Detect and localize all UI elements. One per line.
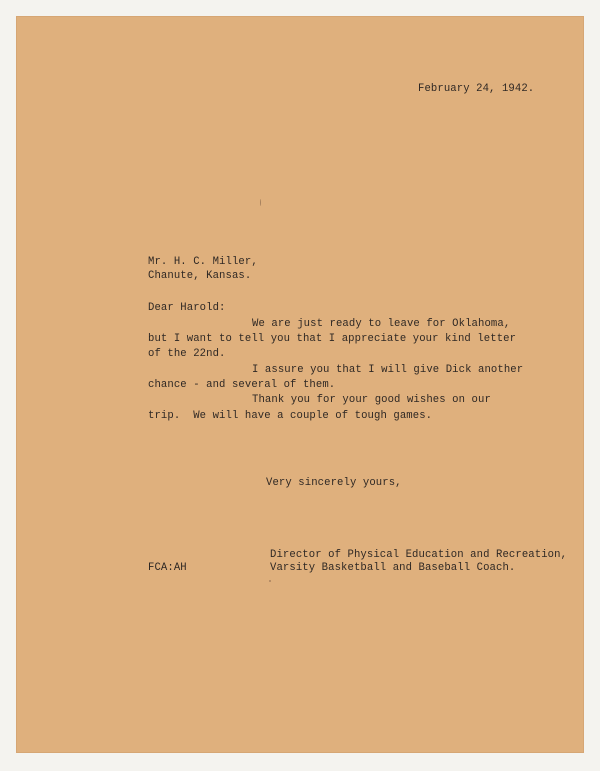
paragraph-1-line-1: We are just ready to leave for Oklahoma, xyxy=(252,318,511,330)
paragraph-3-line-2: trip. We will have a couple of tough games. xyxy=(148,410,433,422)
letter-date: February 24, 1942. xyxy=(418,83,535,95)
paragraph-3-line-1: Thank you for your good wishes on our xyxy=(252,394,491,406)
paragraph-2-line-2: chance - and several of them. xyxy=(148,379,336,391)
paragraph-1-line-3: of the 22nd. xyxy=(148,348,226,360)
paper-speck xyxy=(260,199,261,206)
signature-title-line-1: Director of Physical Education and Recreation, xyxy=(270,549,568,561)
paper-speck xyxy=(269,580,271,582)
paragraph-2-line-1: I assure you that I will give Dick another xyxy=(252,364,524,376)
signature-title-line-2: Varsity Basketball and Baseball Coach. xyxy=(270,562,516,574)
typist-initials: FCA:AH xyxy=(148,562,187,574)
recipient-city: Chanute, Kansas. xyxy=(148,270,252,282)
paragraph-1-line-2: but I want to tell you that I appreciate your kind letter xyxy=(148,333,517,345)
salutation: Dear Harold: xyxy=(148,302,226,314)
letter-page xyxy=(16,16,584,753)
closing: Very sincerely yours, xyxy=(266,477,402,489)
recipient-name: Mr. H. C. Miller, xyxy=(148,256,258,268)
